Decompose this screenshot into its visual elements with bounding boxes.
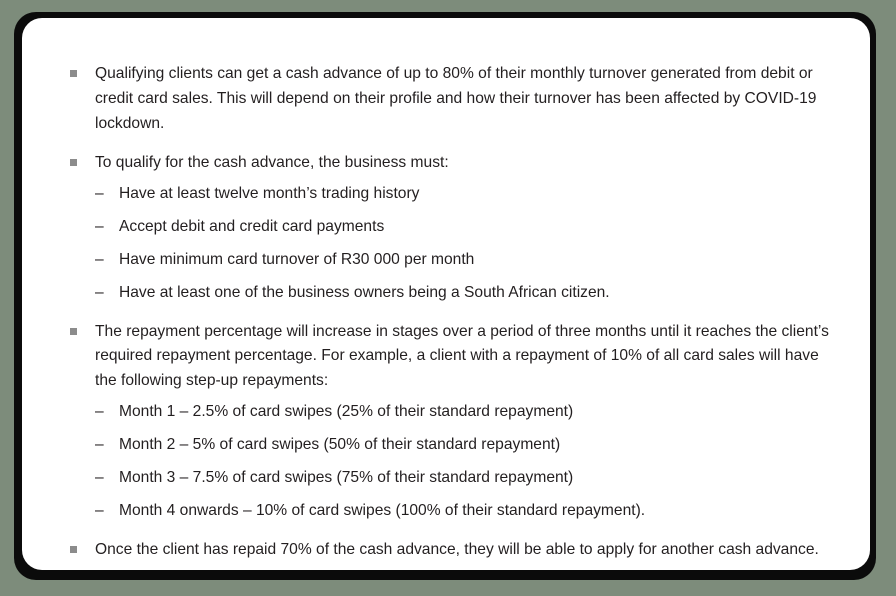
list-item (68, 62, 830, 137)
sub-list-item (95, 400, 830, 425)
dash-bullet-icon: – (95, 184, 104, 202)
sub-list (95, 182, 830, 306)
sub-list-item-text: Accept debit and credit card payments (119, 217, 385, 235)
sub-list-item-text: Month 3 – 7.5% of card swipes (75% of their standard repayment) (119, 469, 574, 487)
bullet-text: Qualifying clients can get a cash advance of up to 80% of their monthly turnover generated from debit or credit card sales. This will depend on their profile and how their turnover has been affected by COVID-19 lockdown. (95, 65, 817, 132)
bullet-text: To qualify for the cash advance, the business must: (95, 153, 449, 171)
sub-list-item (95, 433, 830, 458)
sub-list (95, 400, 830, 524)
square-bullet-icon (70, 546, 77, 553)
sub-list-item (95, 499, 830, 524)
square-bullet-icon (70, 159, 77, 166)
dash-bullet-icon: – (95, 283, 104, 301)
square-bullet-icon (70, 328, 77, 335)
sub-list-item-text: Month 1 – 2.5% of card swipes (25% of their standard repayment) (119, 403, 574, 421)
dash-bullet-icon: – (95, 469, 104, 487)
dash-bullet-icon: – (95, 403, 104, 421)
sub-list-item-text: Have minimum card turnover of R30 000 per month (119, 250, 475, 268)
bullet-text: The repayment percentage will increase in stages over a period of three months until it reaches the client’s required repayment percentage. For example, a client with a repayment of 10% of all card sales will have the following step-up repayments: (95, 322, 829, 390)
content-card (22, 18, 870, 570)
document-body (22, 18, 870, 570)
list-item (68, 538, 830, 563)
sub-list-item-text: Month 4 onwards – 10% of card swipes (100% of their standard repayment). (119, 502, 646, 520)
list-item (68, 320, 830, 525)
sub-list-item-text: Have at least twelve month’s trading history (119, 184, 420, 202)
sub-list-item-text: Month 2 – 5% of card swipes (50% of their standard repayment) (119, 436, 561, 454)
bullet-list (68, 62, 830, 563)
sub-list-item (95, 182, 830, 207)
sub-list-item-text: Have at least one of the business owners being a South African citizen. (119, 283, 610, 301)
dash-bullet-icon: – (95, 436, 104, 454)
bullet-text: Once the client has repaid 70% of the cash advance, they will be able to apply for another cash advance. (95, 541, 819, 559)
dash-bullet-icon: – (95, 502, 104, 520)
square-bullet-icon (70, 70, 77, 77)
dash-bullet-icon: – (95, 250, 104, 268)
list-item (68, 151, 830, 306)
sub-list-item (95, 281, 830, 306)
sub-list-item (95, 466, 830, 491)
sub-list-item (95, 248, 830, 273)
sub-list-item (95, 215, 830, 240)
dash-bullet-icon: – (95, 217, 104, 235)
